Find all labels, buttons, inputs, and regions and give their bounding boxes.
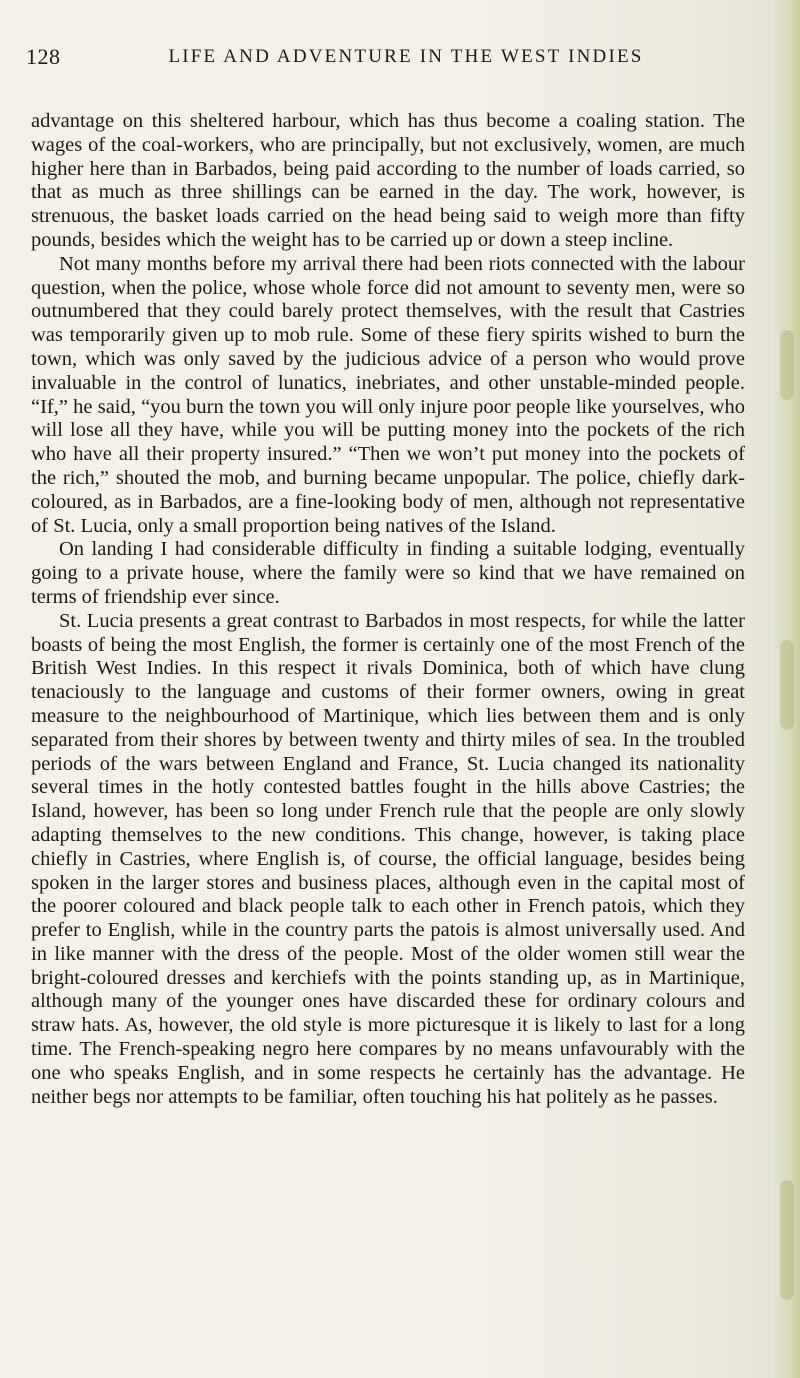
- paragraph: St. Lucia presents a great contrast to Barbados in most respects, for while the latter boasts of being the most English, the former is certainly one of the most French of the British West Indies. In this respect it rivals Dominica, both of which have clung tenaciously to the language and customs of their former owners, owing in great measure to the neighbourhood of Martinique, which lies between them and is only separated from their shores by between twenty and thirty miles of sea. In the troubled periods of the wars between England and France, St. Lucia changed its nationality several times in the hotly contested battles fought in the hills above Castries; the Island, however, has been so long under French rule that the people are only slowly adapting themselves to the new conditions. This change, however, is taking place chiefly in Castries, where English is, of course, the official language, besides being spoken in the larger stores and business places, although even in the capital most of the poorer coloured and black people talk to each other in French patois, which they prefer to English, while in the country parts the patois is almost universally used. And in like manner with the dress of the people. Most of the older women still wear the bright-coloured dresses and kerchiefs with the points standing up, as in Martinique, although many of the younger ones have discarded these for ordinary colours and straw hats. As, however, the old style is more picturesque it is likely to last for a long time. The French-speaking negro here compares by no means unfavourably with the one who speaks English, and in some respects he certainly has the advantage. He neither begs nor attempts to be familiar, often touching his hat politely as he passes.: [31, 609, 745, 1108]
- body-text: [31, 110, 745, 1109]
- page-header: [26, 44, 746, 84]
- page-number: 128: [26, 44, 61, 69]
- edge-stain: [780, 330, 794, 400]
- paragraph: On landing I had considerable difficulty in finding a suitable lodging, eventually going to a private house, where the family were so kind that we have remained on terms of friendship ever since.: [31, 538, 745, 608]
- paragraph: Not many months before my arrival there had been riots connected with the labour question, when the police, whose whole force did not amount to seventy men, were so outnumbered that they could barely protect themselves, with the result that Castries was temporarily given up to mob rule. Some of these fiery spirits wished to burn the town, which was only saved by the judicious advice of a person who would prove invaluable in the control of lunatics, inebriates, and other unstable-minded people. “If,” he said, “you burn the town you will only injure poor people like yourselves, who will lose all they have, while you will be putting money into the pockets of the rich who have all their property insured.” “Then we won’t put money into the pockets of the rich,” shouted the mob, and burning became unpopular. The police, chiefly dark-coloured, as in Barbados, are a fine-looking body of men, although not representative of St. Lucia, only a small proportion being natives of the Island.: [31, 252, 745, 537]
- edge-stain: [780, 1180, 794, 1300]
- paragraph: advantage on this sheltered harbour, which has thus become a coaling station. The wages of the coal-workers, who are principally, but not exclusively, women, are much higher here than in Barbados, being paid according to the number of loads carried, so that as much as three shillings can be earned in the day. The work, however, is strenuous, the basket loads carried on the head being said to weigh more than fifty pounds, besides which the weight has to be carried up or down a steep incline.: [31, 110, 745, 251]
- running-head: LIFE AND ADVENTURE IN THE WEST INDIES: [168, 46, 644, 67]
- edge-stain: [780, 640, 794, 730]
